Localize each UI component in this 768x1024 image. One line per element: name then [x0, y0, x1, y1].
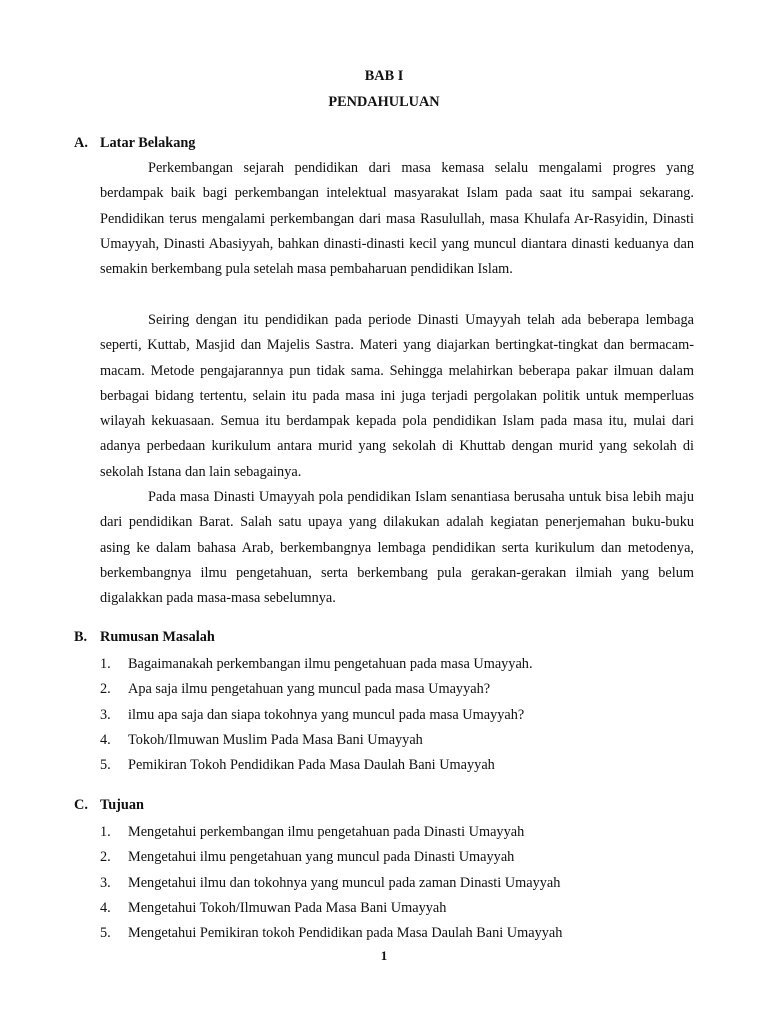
- list-item: [100, 652, 533, 677]
- section-b-letter: B.: [74, 629, 88, 645]
- list-item-text: Mengetahui Pemikiran tokoh Pendidikan pada Masa Daulah Bani Umayyah: [128, 925, 563, 942]
- list-item-number: 3.: [100, 706, 111, 723]
- chapter-title: PENDAHULUAN: [328, 94, 440, 110]
- list-item-number: 3.: [100, 874, 111, 891]
- list-item-text: ilmu apa saja dan siapa tokohnya yang muncul pada masa Umayyah?: [128, 706, 525, 723]
- list-item-text: Bagaimanakah perkembangan ilmu pengetahuan pada masa Umayyah.: [128, 656, 533, 672]
- chapter-label: BAB I: [364, 68, 404, 84]
- paragraph-3-text: Pada masa Dinasti Umayyah pola pendidikan Islam senantiasa berusaha untuk bisa lebih maju dari pendidikan Barat. Salah satu upaya yang dilakukan adalah kegiatan penerjemahan buku-buku asing ke dalam bahasa Arab, berkembangnya lembaga pendidikan serta kurikulum dan metodenya, berkembangnya ilmu pengetahuan, serta berkembang pula gerakan-gerakan ilmiah yang belum digalakkan pada masa-masa sebelumnya.: [100, 489, 694, 607]
- section-b-heading: [74, 629, 215, 646]
- paragraph-1-text: Perkembangan sejarah pendidikan dari masa kemasa selalu mengalami progres yang berdampak baik bagi perkembangan intelektual masyarakat Islam pada saat itu sampai sekarang. Pendidikan terus mengalami perkembangan dari masa Rasulullah, masa Khulafa Ar-Rasyidin, Dinasti Umayyah, Dinasti Abasiyyah, bahkan dinasti-dinasti kecil yang muncul diantara dinasti keduanya dan semakin berkembang pula setelah masa pembaharuan pendidikan Islam.: [100, 160, 694, 278]
- list-item-text: Apa saja ilmu pengetahuan yang muncul pada masa Umayyah?: [128, 681, 491, 698]
- list-item-number: 5.: [100, 757, 111, 774]
- paragraph-2-text: Seiring dengan itu pendidikan pada periode Dinasti Umayyah telah ada beberapa lembaga seperti, Kuttab, Masjid dan Majelis Sastra. Materi yang diajarkan bertingkat-tingkat dan bermacam-macam. Metode pengajarannya pun tidak sama. Sehingga melahirkan beberapa pakar ilmuan dalam berbagai bidang tertentu, selain itu pada masa ini juga terjadi pergolakan politik untuk memperluas wilayah kekuasaan. Semua itu berdampak kepada pola pendidikan Islam pada masa itu, mulai dari adanya perbedaan kurikulum antara murid yang sekolah di Khuttab dengan murid yang sekolah di sekolah Istana dan lain sebagainya.: [100, 312, 694, 480]
- section-a-letter: A.: [74, 135, 88, 151]
- list-item-text: Mengetahui ilmu dan tokohnya yang muncul pada zaman Dinasti Umayyah: [128, 874, 561, 891]
- tujuan-list: [100, 820, 562, 946]
- section-a-title: Latar Belakang: [100, 135, 196, 151]
- paragraph-2: [100, 308, 694, 485]
- list-item-number: 4.: [100, 899, 111, 916]
- list-item: [100, 871, 562, 896]
- section-c-heading: [74, 797, 144, 814]
- list-item-number: 4.: [100, 731, 111, 748]
- list-item: [100, 921, 562, 946]
- list-item-number: 5.: [100, 925, 111, 942]
- list-item-number: 1.: [100, 824, 111, 840]
- page-number: 1: [380, 948, 388, 963]
- paragraph-3: [100, 485, 694, 611]
- list-item: [100, 753, 533, 778]
- list-item: [100, 703, 533, 728]
- section-c-title: Tujuan: [100, 797, 144, 813]
- list-item-text: Mengetahui ilmu pengetahuan yang muncul pada Dinasti Umayyah: [128, 849, 515, 866]
- list-item-text: Pemikiran Tokoh Pendidikan Pada Masa Daulah Bani Umayyah: [128, 757, 495, 774]
- section-c-letter: C.: [74, 797, 88, 813]
- list-item-number: 2.: [100, 849, 111, 866]
- list-item-text: Tokoh/Ilmuwan Muslim Pada Masa Bani Umayyah: [128, 731, 423, 748]
- list-item: [100, 845, 562, 870]
- list-item: [100, 896, 562, 921]
- list-item: [100, 677, 533, 702]
- paragraph-1: [100, 156, 694, 282]
- section-a-heading: [74, 135, 195, 152]
- list-item: [100, 728, 533, 753]
- list-item-text: Mengetahui Tokoh/Ilmuwan Pada Masa Bani Umayyah: [128, 899, 447, 916]
- rumusan-masalah-list: [100, 652, 533, 778]
- list-item-number: 2.: [100, 681, 111, 698]
- list-item-number: 1.: [100, 656, 111, 672]
- section-b-title: Rumusan Masalah: [100, 629, 215, 645]
- list-item: [100, 820, 562, 845]
- list-item-text: Mengetahui perkembangan ilmu pengetahuan pada Dinasti Umayyah: [128, 824, 525, 840]
